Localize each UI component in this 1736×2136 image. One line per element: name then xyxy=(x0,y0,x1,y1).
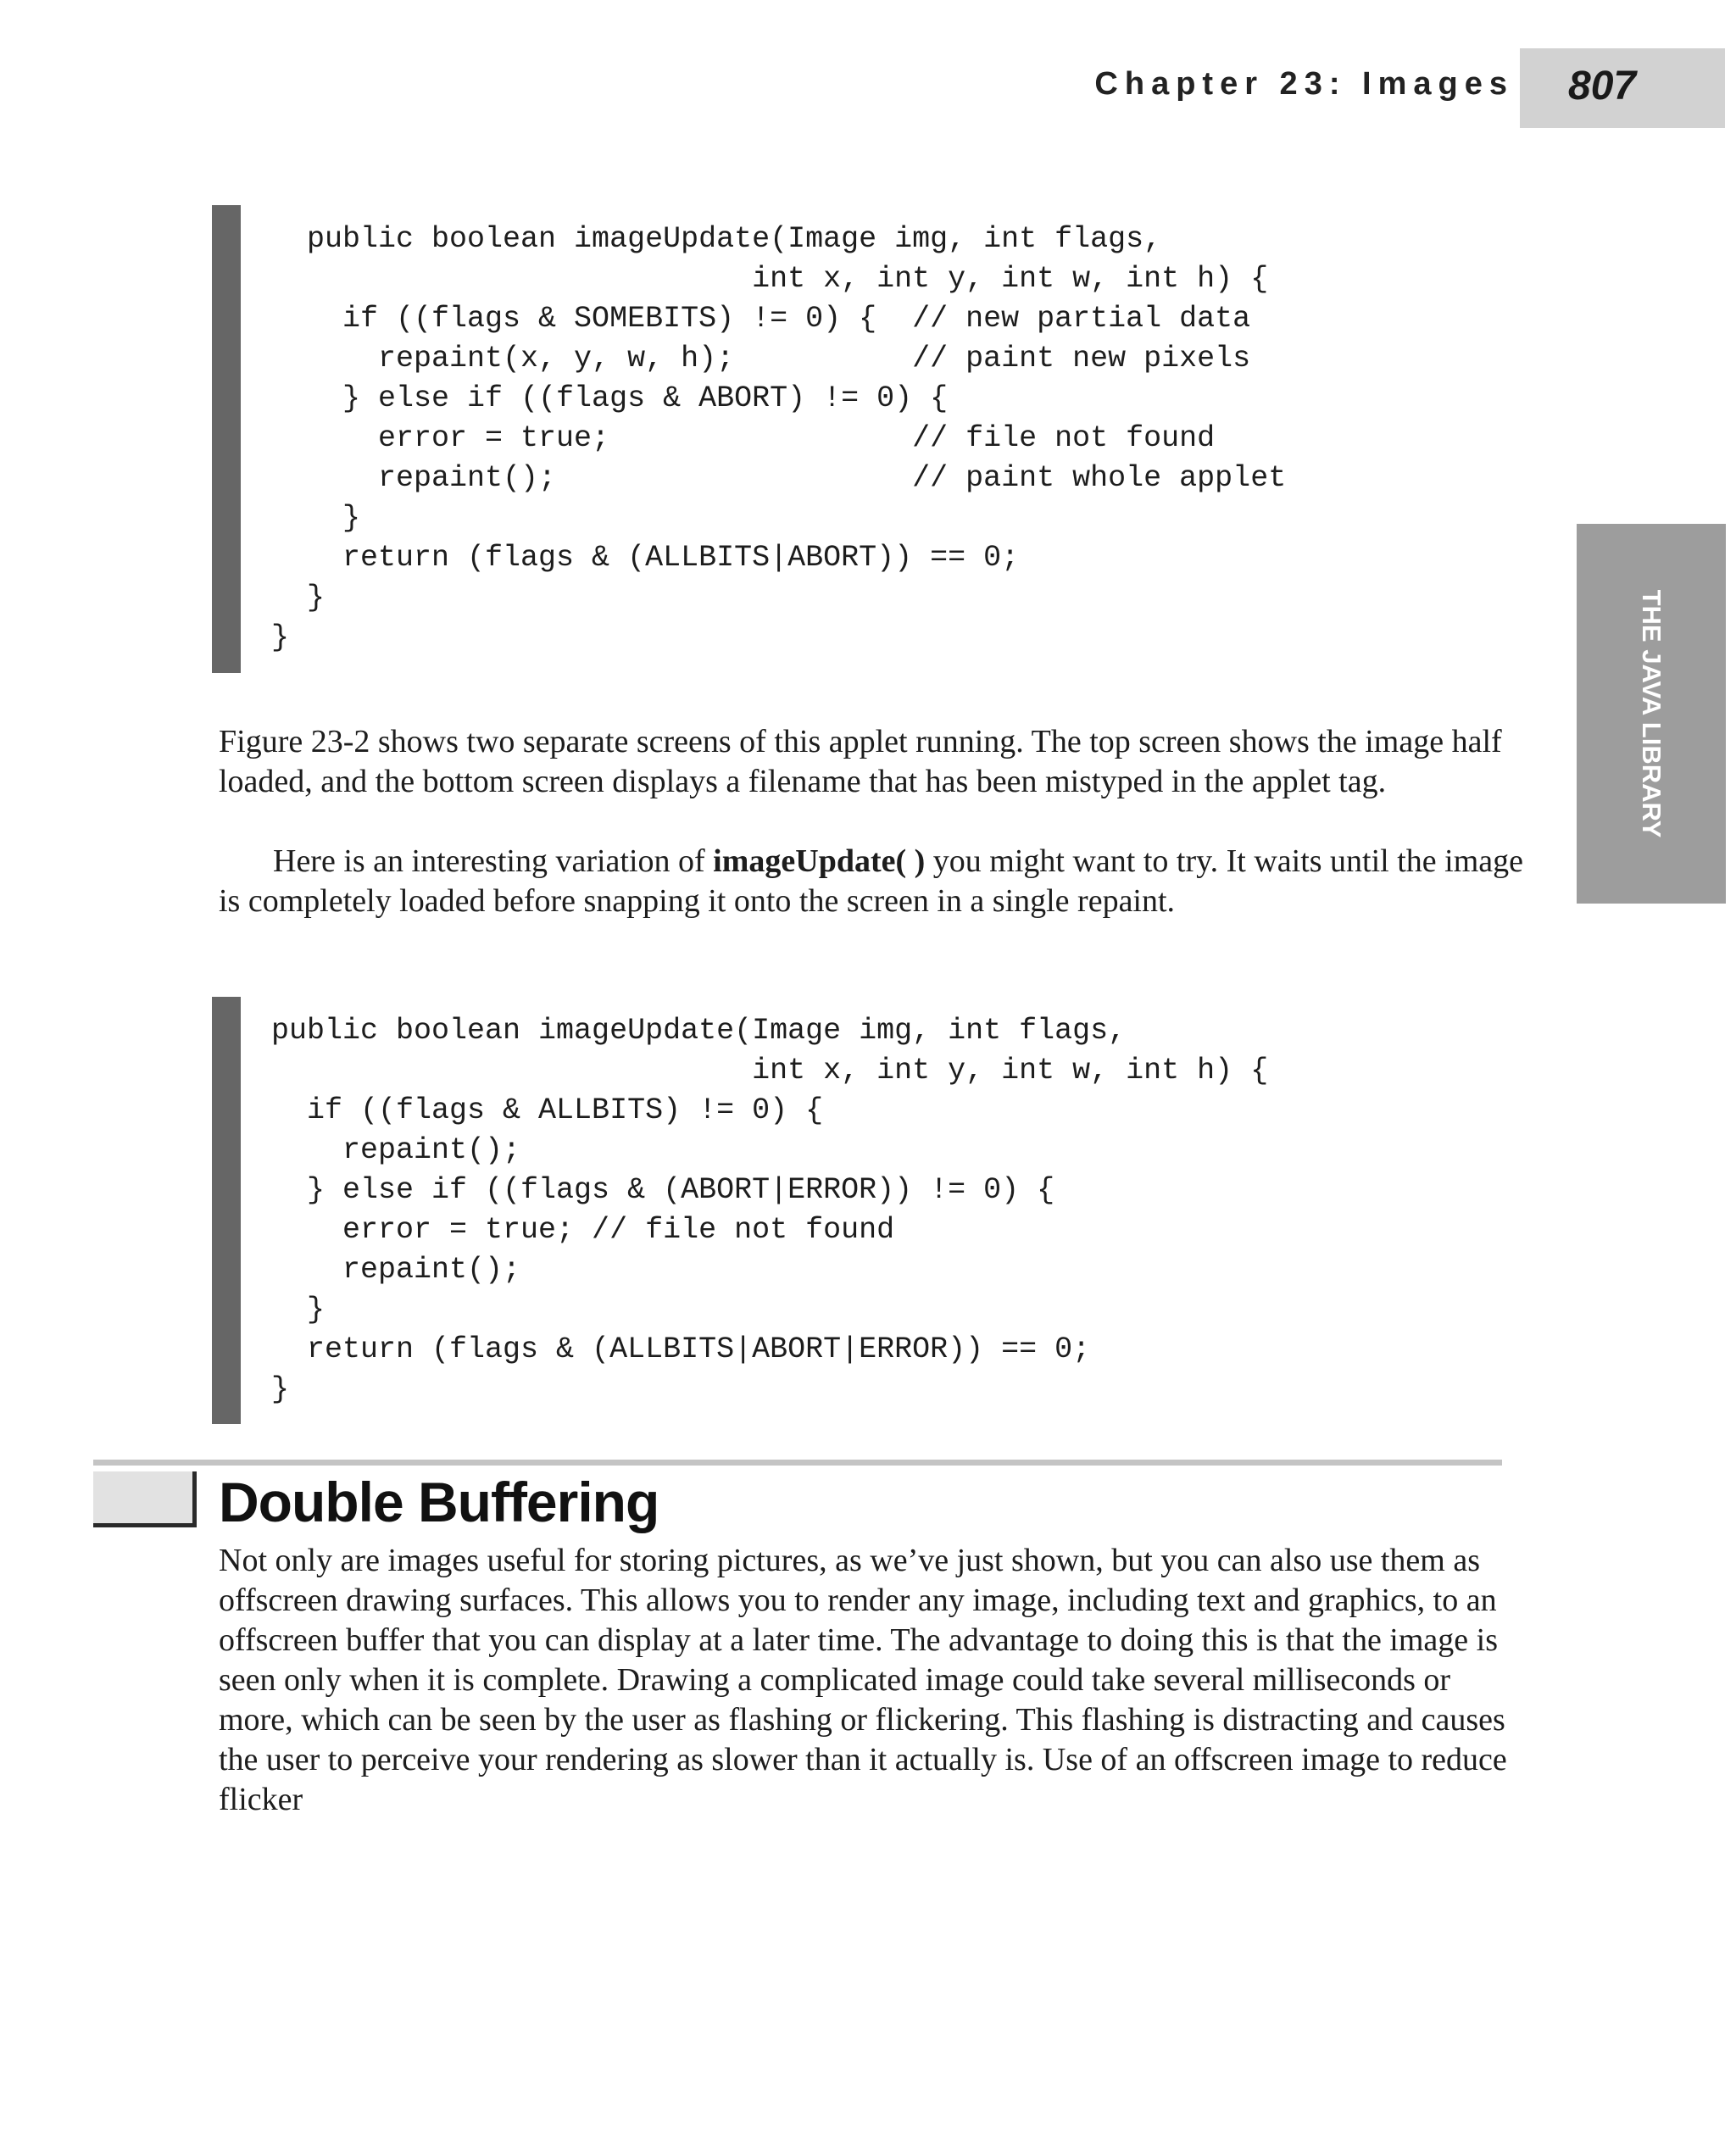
code-block-1: public boolean imageUpdate(Image img, int flags, int x, int y, int w, int h) { if ((flags & SOMEBITS) != 0) { // new partial data repaint(x, y, w, h); // paint new pixels } else if ((flags & ABORT) != 0) { error = true; // file not found repaint(); // paint whole applet } return (flags & (ALLBITS|ABORT)) == 0; } } xyxy=(271,222,1287,654)
section-rule xyxy=(93,1460,1502,1466)
section-body-paragraph: Not only are images useful for storing pictures, as we’ve just shown, but you can also use them as offscreen drawing surfaces. This allows you to render any image, including text and graphics, to an offscreen buffer that you can display at a later time. The advantage to doing this is that the image is seen only when it is complete. Drawing a complicated image could take several milliseconds or more, which can be seen by the user as flashing or flickering. This flashing is distracting and causes the user to perceive your rendering as slower than it actually is. Use of an offscreen image to reduce flicker xyxy=(219,1543,1507,1817)
code-block-bar xyxy=(212,205,241,673)
page-number: 807 xyxy=(1568,64,1637,108)
side-tab-label: THE JAVA LIBRARY xyxy=(1637,589,1666,838)
chapter-header: Chapter 23: Images xyxy=(1094,66,1514,102)
body-paragraph-2 xyxy=(219,842,1524,921)
side-tab xyxy=(1577,524,1726,904)
paragraph-2-text: Here is an interesting variation of xyxy=(273,843,714,879)
section-marker-icon xyxy=(93,1471,197,1527)
body-paragraph-1: Figure 23-2 shows two separate screens of this applet running. The top screen shows the image half loaded, and the bottom screen displays a filename that has been mistyped in the applet tag. xyxy=(219,724,1502,799)
code-block-bar xyxy=(212,997,241,1424)
section-heading: Double Buffering xyxy=(219,1471,659,1533)
code-block-2: public boolean imageUpdate(Image img, int flags, int x, int y, int w, int h) { if ((flags & ALLBITS) != 0) { repaint(); } else if ((flags & (ABORT|ERROR)) != 0) { error = true; // file not found repaint(); } return (flags & (ALLBITS|ABORT|ERROR)) == 0; } xyxy=(271,1014,1269,1406)
paragraph-2-text-end: you might want to try. It waits until the image is completely loaded before snapping it onto the screen in a single repaint. xyxy=(219,843,1524,919)
inline-code-term: imageUpdate( ) xyxy=(713,843,926,879)
